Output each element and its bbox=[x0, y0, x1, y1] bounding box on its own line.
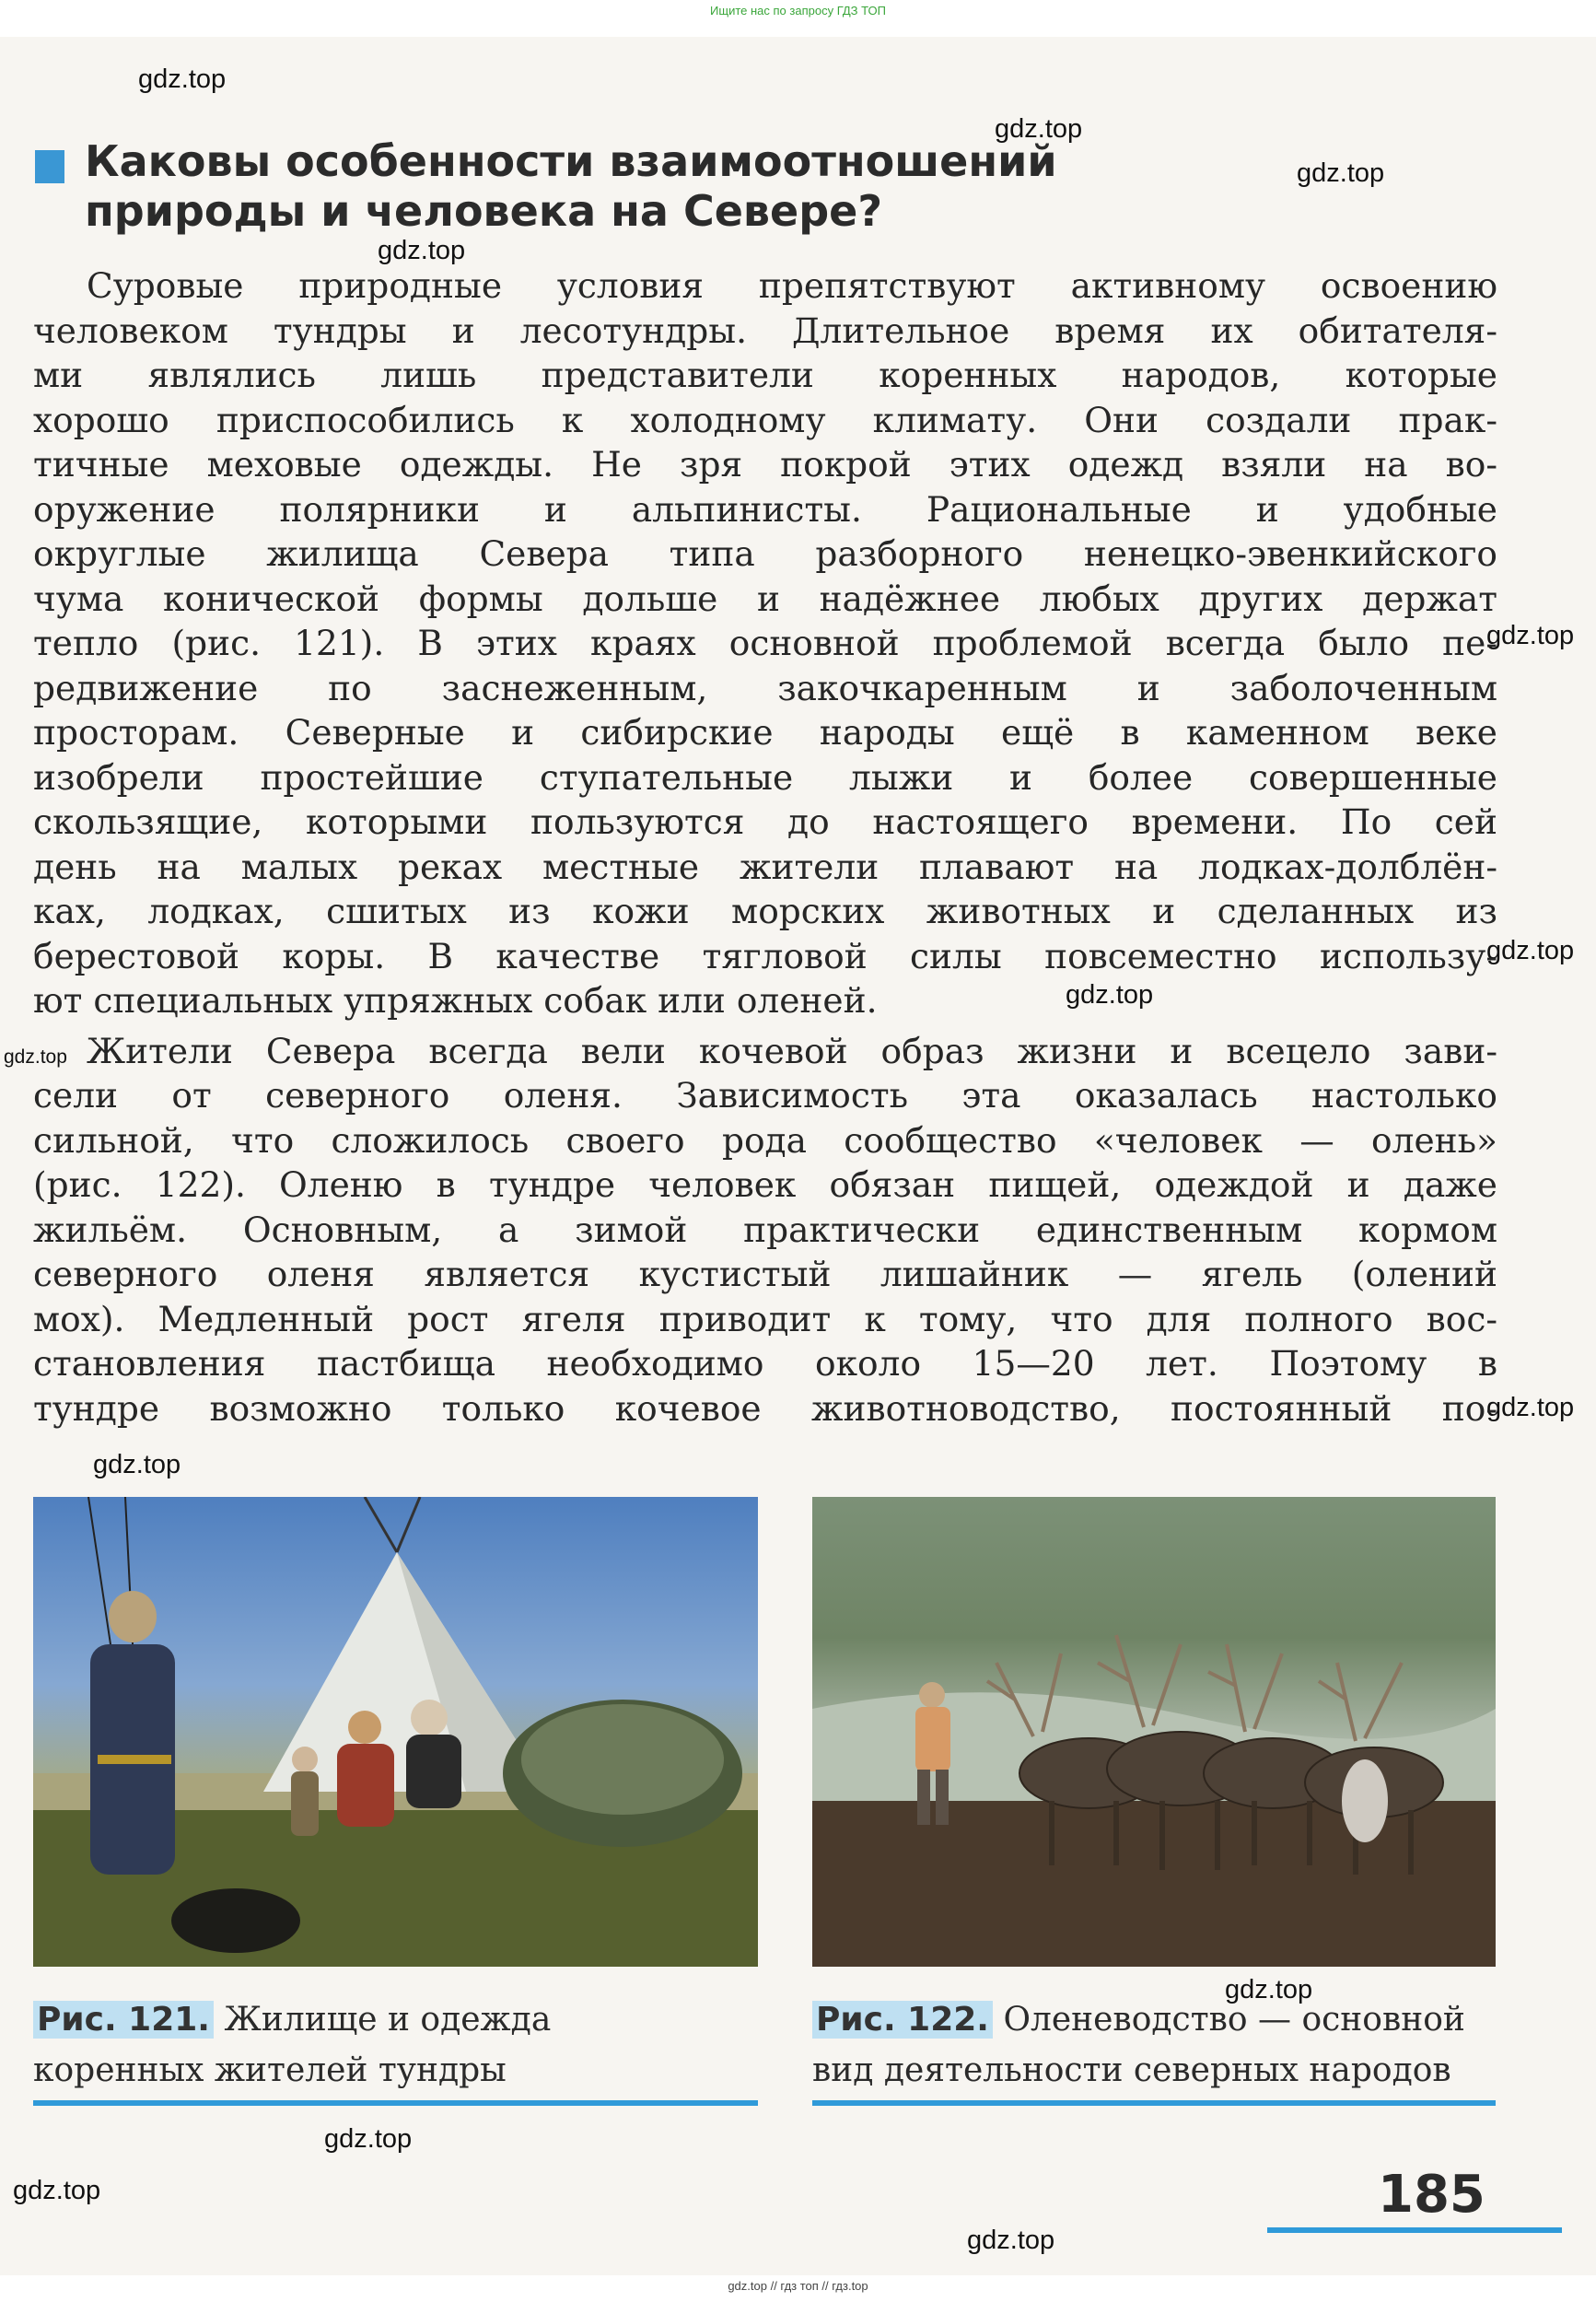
text-line: тундре возможно только кочевое животноводство, постоянный по- bbox=[33, 1387, 1497, 1429]
figure-121-caption bbox=[33, 1994, 758, 2096]
text-line: ми являлись лишь представители коренных народов, которые bbox=[33, 355, 1497, 395]
figure-122-caption bbox=[812, 1994, 1496, 2096]
text-line: жильём. Основным, а зимой практически единственным кормом bbox=[33, 1209, 1497, 1250]
watermark: gdz.top bbox=[93, 1450, 181, 1479]
text-line: мох). Медленный рост ягеля приводит к тому, что для полного вос- bbox=[33, 1298, 1497, 1339]
paragraph-1 bbox=[33, 263, 1497, 1023]
text-line: сели от северного оленя. Зависимость эта оказалась настолько bbox=[33, 1075, 1497, 1116]
figure-label: Рис. 121. bbox=[33, 2001, 214, 2039]
caption-rule bbox=[33, 2100, 758, 2106]
text-line: ют специальных упряжных собак или оленей. bbox=[33, 980, 878, 1021]
caption-line bbox=[812, 1994, 1496, 2045]
figure-121-photo bbox=[33, 1497, 758, 1967]
text-line: ках, лодках, сшитых из кожи морских животных и сделанных из bbox=[33, 891, 1497, 931]
watermark: gdz.top bbox=[324, 2124, 413, 2154]
text-line: редвижение по заснеженным, закочкаренным и заболоченным bbox=[33, 667, 1497, 708]
text-line: чума конической формы дольше и надёжнее любых других держат bbox=[33, 578, 1497, 619]
text-line: Жители Севера всегда вели кочевой образ жизни и всецело зави- bbox=[87, 1030, 1497, 1071]
watermark: gdz.top bbox=[1297, 158, 1385, 188]
text-line: изобрели простейшие ступательные лыжи и более совершенные bbox=[33, 756, 1497, 798]
caption-rule bbox=[812, 2100, 1496, 2106]
text-line: день на малых реках местные жители плавают на лодках-долблён- bbox=[33, 846, 1497, 887]
watermark: gdz.top bbox=[4, 1046, 67, 1068]
text-line: скользящие, которыми пользуются до настоящего времени. По сей bbox=[33, 801, 1497, 842]
bottom-banner: gdz.top // гдз топ // гдз.top bbox=[728, 2279, 868, 2293]
section-marker bbox=[35, 150, 64, 183]
heading-line: природы и человека на Севере? bbox=[85, 186, 883, 236]
watermark: gdz.top bbox=[1486, 936, 1575, 965]
watermark: gdz.top bbox=[1486, 621, 1575, 650]
section-heading bbox=[85, 136, 1466, 236]
text-line: оружение полярники и альпинисты. Рациональные и удобные bbox=[33, 488, 1497, 530]
watermark: gdz.top bbox=[995, 114, 1083, 144]
paragraph-2 bbox=[33, 1029, 1497, 1431]
top-banner: Ищите нас по запросу ГДЗ ТОП bbox=[710, 4, 886, 18]
watermark: gdz.top bbox=[13, 2176, 101, 2205]
text-line: хорошо приспособились к холодному климату. Они создали прак- bbox=[33, 399, 1497, 440]
watermark: gdz.top bbox=[1066, 980, 1154, 1010]
watermark: gdz.top bbox=[1225, 1975, 1313, 2004]
text-line: тичные меховые одежды. Не зря покрой этих одежд взяли на во- bbox=[33, 444, 1497, 485]
text-line: берестовой коры. В качестве тягловой силы повсеместно использу- bbox=[33, 935, 1497, 976]
figure-label: Рис. 122. bbox=[812, 2001, 993, 2039]
heading-line: Каковы особенности взаимоотношений bbox=[85, 136, 1057, 186]
page-number: 185 bbox=[1378, 2165, 1485, 2225]
text-line: северного оленя является кустистый лишайник — ягель (олений bbox=[33, 1254, 1497, 1294]
text-line: округлые жилища Севера типа разборного ненецко-эвенкийского bbox=[33, 533, 1497, 574]
caption-line: вид деятельности северных народов bbox=[812, 2051, 1451, 2089]
figure-122-photo bbox=[812, 1497, 1496, 1967]
watermark: gdz.top bbox=[1486, 1393, 1575, 1422]
text-line: просторам. Северные и сибирские народы ещё в каменном веке bbox=[33, 712, 1497, 753]
watermark: gdz.top bbox=[138, 64, 227, 94]
text-line: сильной, что сложилось своего рода сообщество «человек — олень» bbox=[33, 1119, 1497, 1161]
page-number-rule bbox=[1267, 2227, 1562, 2233]
watermark: gdz.top bbox=[967, 2226, 1055, 2255]
caption-text: Оленеводство — основной bbox=[1003, 2001, 1465, 2039]
text-line: тепло (рис. 121). В этих краях основной проблемой всегда было пе- bbox=[33, 623, 1497, 663]
caption-line bbox=[33, 1994, 758, 2045]
caption-line: коренных жителей тундры bbox=[33, 2051, 507, 2089]
text-line: (рис. 122). Оленю в тундре человек обязан пищей, одеждой и даже bbox=[33, 1164, 1497, 1205]
text-line: Суровые природные условия препятствуют активному освоению bbox=[87, 265, 1497, 306]
text-line: человеком тундры и лесотундры. Длительное время их обитателя- bbox=[33, 310, 1497, 351]
caption-text: Жилище и одежда bbox=[224, 2001, 552, 2039]
watermark: gdz.top bbox=[378, 236, 466, 265]
body-text bbox=[33, 263, 1497, 1431]
text-line: становления пастбища необходимо около 15—20 лет. Поэтому в bbox=[33, 1343, 1497, 1384]
